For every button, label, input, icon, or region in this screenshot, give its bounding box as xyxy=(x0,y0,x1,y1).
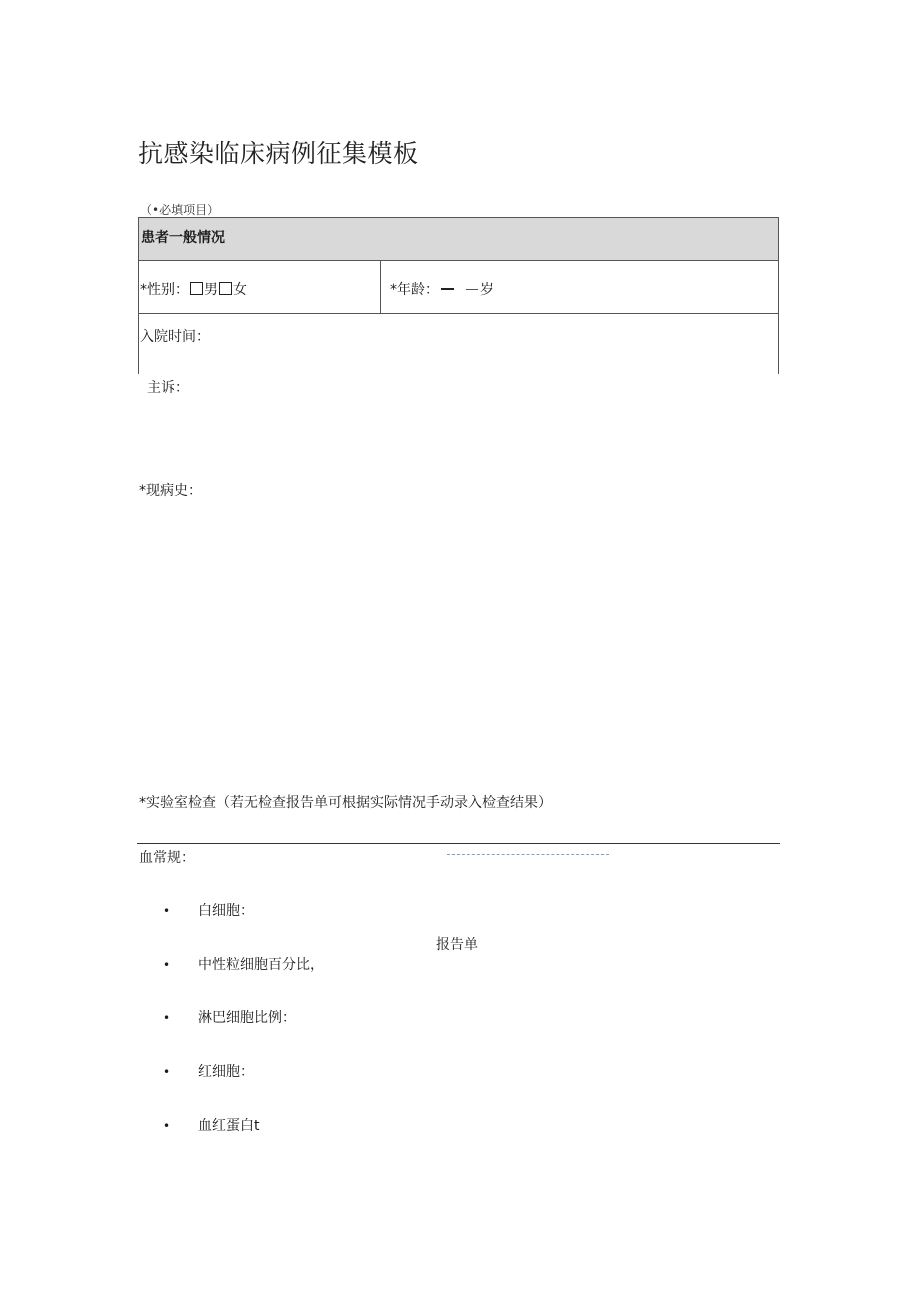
gender-cell xyxy=(140,279,247,299)
gender-label: *性别： xyxy=(140,282,189,298)
table-header-label: 患者一般情况 xyxy=(141,230,225,246)
chief-complaint-label: 主诉： xyxy=(147,380,189,396)
male-option-label: 男 xyxy=(204,282,218,298)
admission-time-label: 入院时间： xyxy=(140,329,210,345)
table-row-gender-age xyxy=(138,261,779,314)
section-divider xyxy=(137,843,780,844)
cell-divider xyxy=(380,261,381,313)
blood-routine-label: 血常规： xyxy=(139,850,195,866)
document-title: 抗感染临床病例征集模板 xyxy=(138,139,419,168)
list-bullet: • xyxy=(163,1119,171,1133)
blood-item-rbc: 红细胞： xyxy=(198,1064,254,1080)
age-blank-line[interactable] xyxy=(441,288,454,290)
list-bullet: • xyxy=(163,1011,171,1025)
male-checkbox[interactable] xyxy=(190,282,203,295)
present-illness-label: *现病史： xyxy=(139,483,202,499)
list-bullet: • xyxy=(163,904,171,918)
patient-info-table xyxy=(138,217,778,374)
required-note: （•必填项目） xyxy=(140,203,220,217)
blood-item-lymphocyte: 淋巴细胞比例： xyxy=(198,1010,296,1026)
list-bullet: • xyxy=(163,958,171,972)
blood-item-neutrophil: 中性粒细胞百分比， xyxy=(198,957,324,973)
lab-exam-label: *实验室检查（若无检查报告单可根据实际情况手动录入检查结果） xyxy=(139,795,552,811)
age-blank-line-short xyxy=(466,289,478,290)
table-header xyxy=(138,217,779,261)
list-bullet: • xyxy=(163,1065,171,1079)
blood-item-hemoglobin: 血红蛋白t xyxy=(198,1118,260,1134)
age-unit: 岁 xyxy=(480,282,494,298)
report-label[interactable]: 报告单 xyxy=(436,937,478,953)
female-checkbox[interactable] xyxy=(219,282,232,295)
table-row-admission xyxy=(138,314,779,374)
age-label: *年龄： xyxy=(390,282,439,298)
blood-item-wbc: 白细胞： xyxy=(198,903,254,919)
report-upload-dashed-line xyxy=(447,854,609,855)
female-option-label: 女 xyxy=(233,282,247,298)
age-cell xyxy=(390,279,494,299)
